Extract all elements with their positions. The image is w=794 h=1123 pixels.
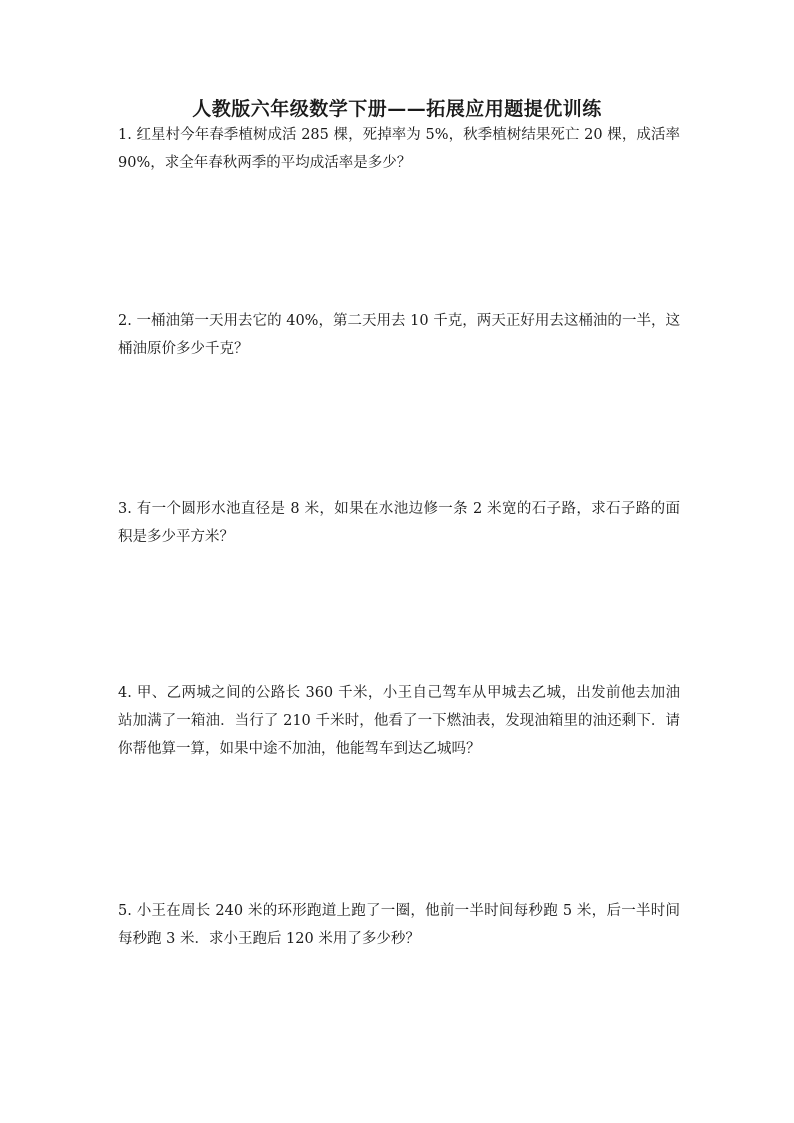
question-1: 1. 红星村今年春季植树成活 285 棵，死掉率为 5%，秋季植树结果死亡 20 棵，成活率 90%，求全年春秋两季的平均成活率是多少？ [118, 127, 680, 171]
page-title: 人教版六年级数学下册——拓展应用题提优训练 [192, 98, 602, 120]
question-2: 2. 一桶油第一天用去它的 40%，第二天用去 10 千克，两天正好用去这桶油的一半，这桶油原价多少千克？ [118, 313, 680, 357]
question-5: 5. 小王在周长 240 米的环形跑道上跑了一圈，他前一半时间每秒跑 5 米，后一半时间每秒跑 3 米．求小王跑后 120 米用了多少秒？ [118, 903, 680, 947]
question-4: 4. 甲、乙两城之间的公路长 360 千米，小王自己驾车从甲城去乙城，出发前他去加油站加满了一箱油．当行了 210 千米时，他看了一下燃油表，发现油箱里的油还剩下．请你帮他算一算，如果中途不加油，他能驾车到达乙城吗？ [118, 685, 680, 757]
question-3: 3. 有一个圆形水池直径是 8 米，如果在水池边修一条 2 米宽的石子路，求石子路的面积是多少平方米？ [118, 501, 680, 545]
